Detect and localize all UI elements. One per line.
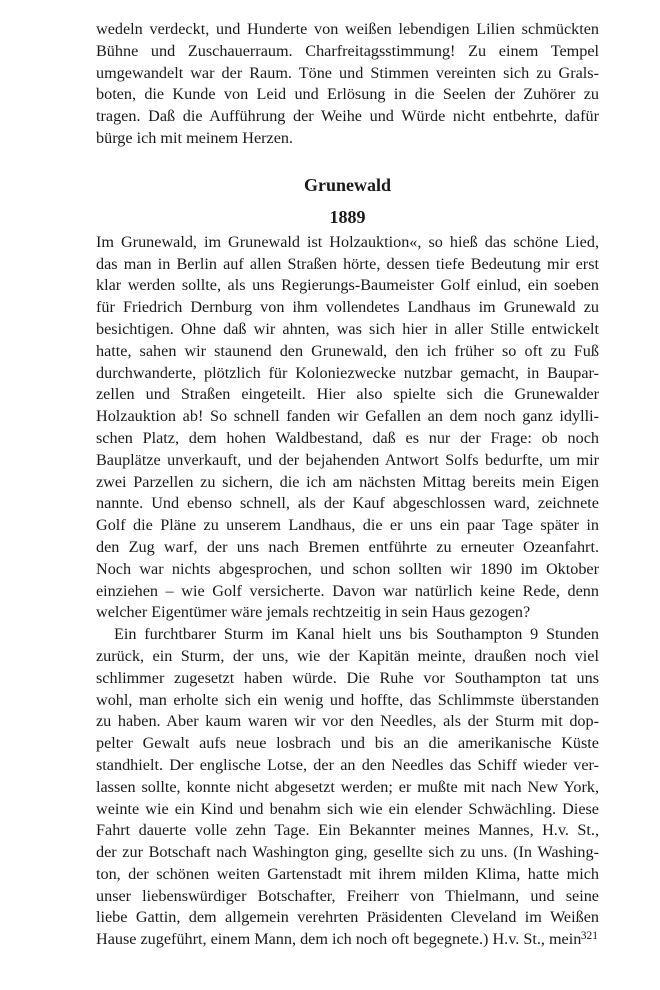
- intro-paragraph: [96, 19, 599, 150]
- text-line: einziehen – wie Golf versicherte. Davon war natürlich keine Rede, denn: [96, 581, 599, 600]
- text-line: das man in Berlin auf allen Straßen hörte, dessen tiefe Bedeutung mir erst: [96, 254, 599, 273]
- text-line: Bühne und Zuschauerraum. Charfreitagsstimmung! Zu einem Tempel: [96, 41, 599, 60]
- text-line: Bauplätze unverkauft, und der bejahenden Antwort Solfs bedurfte, um mir: [96, 450, 599, 469]
- text-line: zurück, ein Sturm, der uns, wie der Kapitän meinte, draußen noch viel: [96, 646, 599, 665]
- text-line: tragen. Daß die Aufführung der Weihe und Würde nicht entbehrte, dafür: [96, 107, 599, 126]
- text-line: wohl, man erholte sich ein wenig und hoffte, das Schlimmste überstanden: [96, 690, 599, 709]
- paragraph-2: [96, 624, 599, 951]
- text-line: welcher Eigentümer wäre jemals rechtzeitig in sein Haus gezogen?: [96, 603, 531, 622]
- text-line: umgewandelt war der Raum. Töne und Stimmen vereinten sich zu Grals-: [96, 63, 599, 82]
- text-line: wedeln verdeckt, und Hunderte von weißen lebendigen Lilien schmückten: [96, 20, 599, 38]
- text-line: Hause zugeführt, einem Mann, dem ich noch oft begegnete.) H.v. St., mein: [96, 930, 582, 949]
- text-line: Holzauktion ab! So schnell fanden wir Gefallen an dem noch ganz idylli-: [96, 407, 599, 426]
- text-line: ton, der schönen weiten Gartenstadt mit ihrem milden Klima, hatte mich: [96, 864, 599, 883]
- book-page: [96, 19, 599, 951]
- text-line: liebe Gattin, dem allgemein verehrten Präsidenten Cleveland im Weißen: [96, 908, 599, 927]
- text-line: schlimmer zugesetzt haben würde. Die Ruhe vor Southampton tat uns: [96, 668, 599, 687]
- text-line: für Friedrich Dernburg von ihm vollendetes Landhaus im Grunewald zu: [96, 298, 599, 317]
- text-line: zwei Parzellen zu sichern, die ich am nächsten Mittag bereits mein Eigen: [96, 472, 599, 491]
- text-line: Golf die Pläne zu unserem Landhaus, die er uns ein paar Tage später in: [96, 516, 599, 535]
- text-line: Noch war nichts abgesprochen, und schon sollten wir 1890 im Oktober: [96, 559, 599, 578]
- text-line: lassen sollte, konnte nicht abgesetzt werden; er mußte mit nach New York,: [96, 777, 599, 796]
- text-line: bürge ich mit meinem Herzen.: [96, 128, 294, 147]
- text-line: Im Grunewald, im Grunewald ist Holzauktion«, so hieß das schöne Lied,: [96, 232, 599, 251]
- text-line: boten, die Kunde von Leid und Erlösung in die Seelen der Zuhörer zu: [96, 85, 599, 104]
- paragraph-1: [96, 232, 599, 624]
- text-line: hatte, sahen wir staunend den Grunewald, den ich früher so oft zu Fuß: [96, 341, 599, 360]
- text-line: nannte. Und ebenso schnell, als der Kauf abgeschlossen ward, zeichnete: [96, 494, 599, 513]
- text-line: besichtigen. Ohne daß wir ahnten, was sich hier in aller Stille entwickelt: [96, 319, 599, 338]
- page-number: 321: [580, 930, 598, 942]
- text-line: schen Platz, dem hohen Waldbestand, daß es nur der Frage: ob noch: [96, 428, 599, 447]
- text-line: den Zug warf, der uns nach Bremen entführte zu erneuter Ozeanfahrt.: [96, 537, 599, 556]
- text-line: unser liebenswürdiger Botschafter, Freiherr von Thielmann, und seine: [96, 886, 599, 905]
- section-year: 1889: [329, 206, 366, 227]
- text-line: Ein furchtbarer Sturm im Kanal hielt uns bis Southampton 9 Stunden: [114, 625, 599, 644]
- text-line: standhielt. Der englische Lotse, der an den Needles das Schiff wieder ver-: [96, 755, 599, 774]
- text-line: klar werden sollte, als uns Regierungs-Baumeister Golf einlud, ein soeben: [96, 276, 599, 295]
- text-line: pelter Gewalt aufs neue losbrach und bis an die amerikanische Küste: [96, 734, 599, 753]
- text-line: zu haben. Aber kaum waren wir vor den Needles, als der Sturm mit dop-: [96, 712, 599, 731]
- section-title: Grunewald: [303, 174, 391, 195]
- text-line: durchwanderte, plötzlich für Koloniezwecke nutzbar gemacht, in Baupar-: [96, 363, 599, 382]
- text-line: weinte wie ein Kind und benahm sich wie ein elender Schwächling. Diese: [96, 799, 599, 818]
- text-line: der zur Botschaft nach Washington ging, gesellte sich zu uns. (In Washing-: [96, 843, 599, 862]
- text-line: zellen und Straßen eingeteilt. Hier also spielte sich die Grunewalder: [96, 385, 599, 404]
- text-line: Fahrt dauerte volle zehn Tage. Ein Bekannter meines Mannes, H.v. St.,: [96, 821, 599, 840]
